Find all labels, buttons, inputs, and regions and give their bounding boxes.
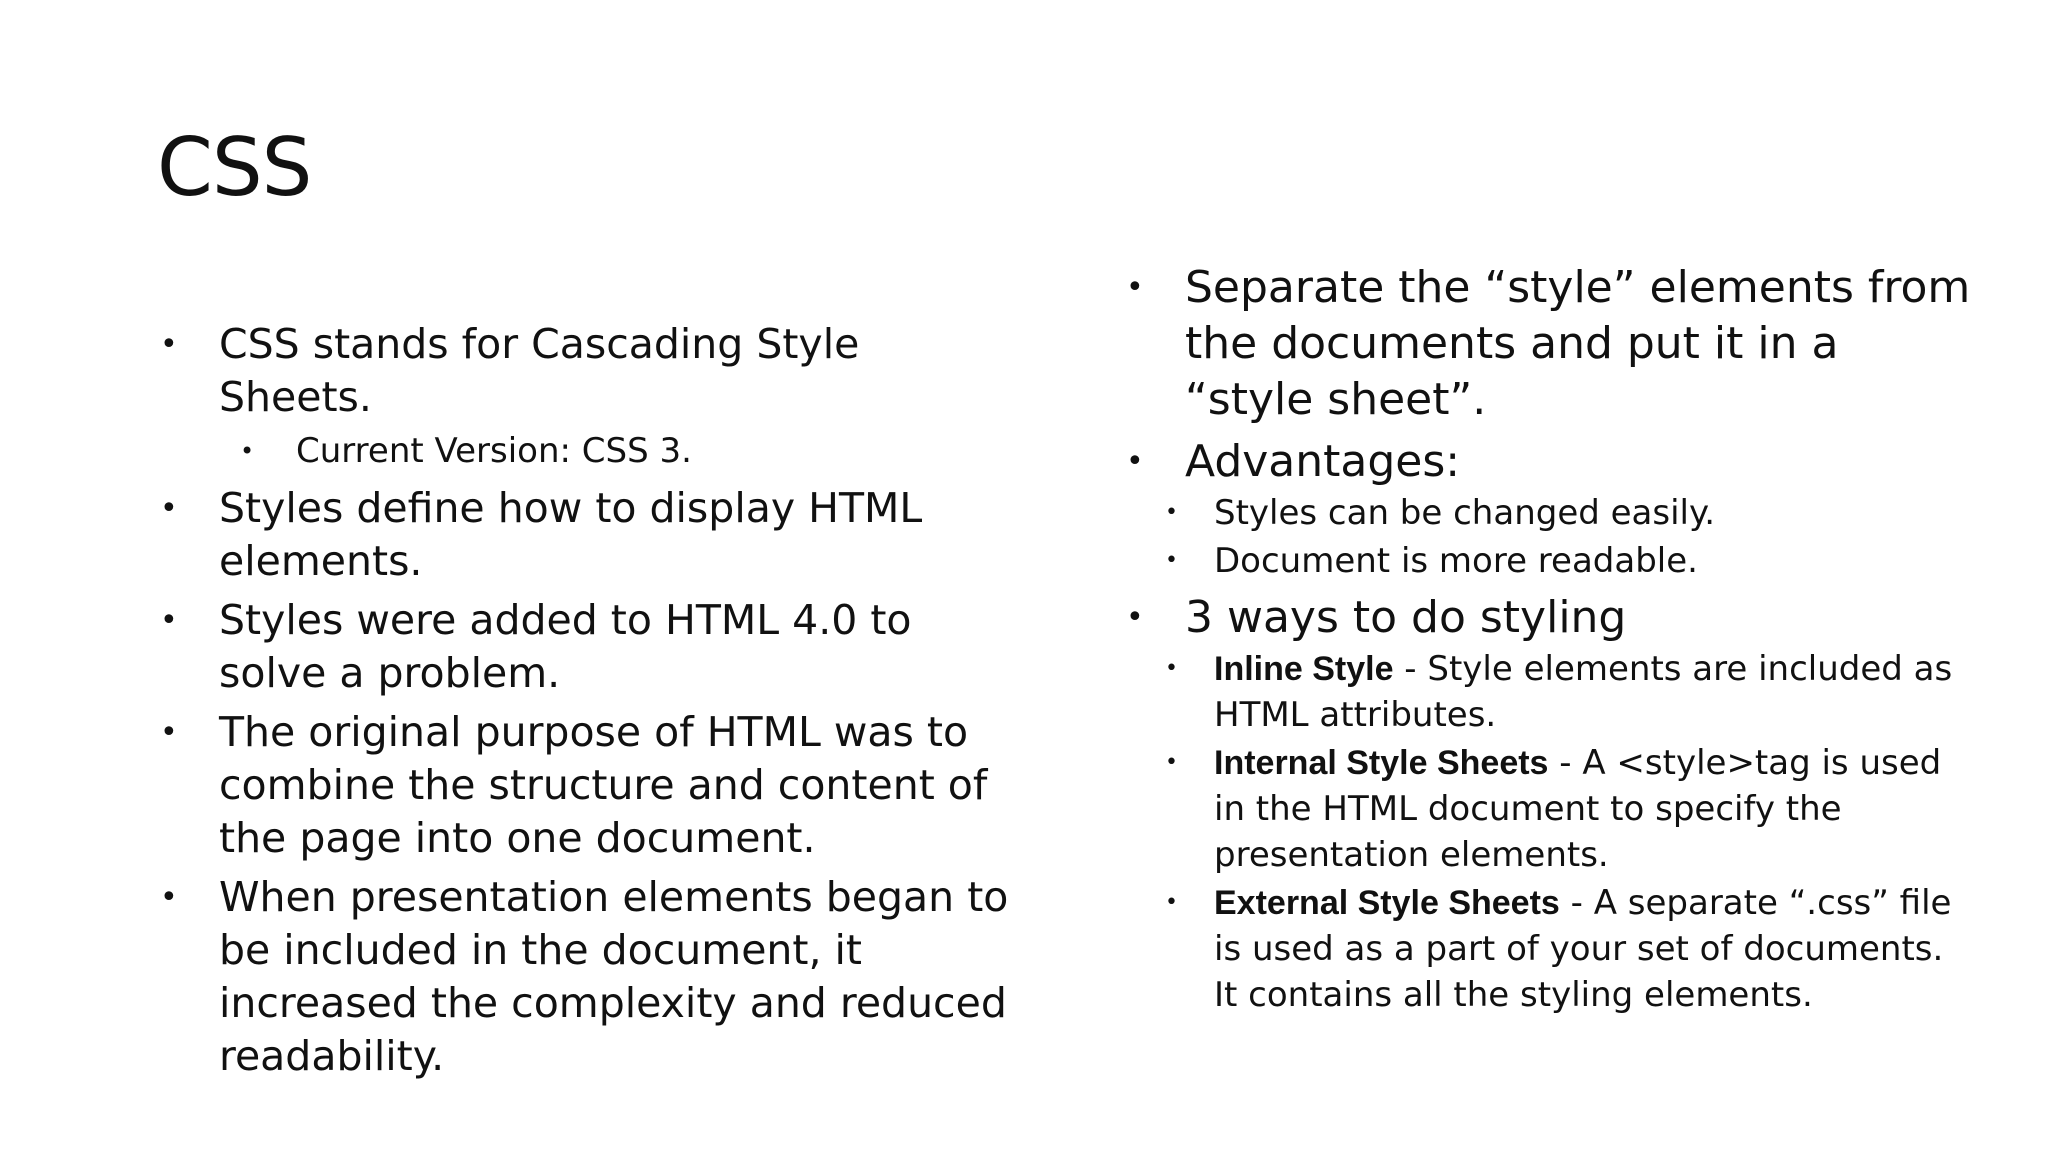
bullet-icon: •: [240, 437, 255, 465]
bullet-text: When presentation elements began to be included in the document, it increased the complexity and reduced readability.: [219, 873, 1009, 1080]
sub-bullet-text: Document is more readable.: [1214, 541, 1698, 581]
bullet-item: [160, 318, 1020, 476]
bullet-text: CSS stands for Cascading Style Sheets.: [219, 320, 860, 421]
bullet-text: Styles were added to HTML 4.0 to solve a problem.: [219, 596, 912, 697]
slide-title: CSS: [157, 121, 312, 214]
bullet-icon: •: [1165, 656, 1178, 681]
term-label: External Style Sheets: [1214, 884, 1560, 922]
bullet-text: 3 ways to do styling: [1185, 592, 1627, 643]
sub-bullet-item: [1165, 646, 1976, 738]
bullet-text: Styles define how to display HTML elements.: [219, 484, 923, 585]
bullet-icon: •: [1165, 548, 1178, 573]
bullet-item: [160, 871, 1020, 1083]
sub-bullet-item: [1165, 490, 1976, 536]
sub-bullet-item: [160, 426, 1020, 476]
sub-bullet-list: [1165, 646, 1976, 1018]
term-label: Internal Style Sheets: [1214, 744, 1549, 782]
bullet-icon: •: [1165, 500, 1178, 525]
sub-bullet-item: [1165, 538, 1976, 584]
right-column: [1126, 260, 1976, 1024]
bullet-icon: •: [1165, 890, 1178, 915]
bullet-item: [160, 706, 1020, 865]
sub-bullet-item: [1165, 880, 1976, 1018]
left-bullet-list: [160, 318, 1020, 1083]
bullet-item: [1126, 260, 1976, 428]
bullet-icon: •: [160, 715, 178, 750]
bullet-icon: •: [160, 603, 178, 638]
right-bullet-list: [1126, 260, 1976, 1018]
term-description: - Style elements are included as HTML attributes.: [1214, 649, 1953, 735]
sub-bullet-item: [1165, 740, 1976, 878]
bullet-text: Advantages:: [1185, 436, 1461, 487]
sub-bullet-text: Current Version: CSS 3.: [296, 431, 692, 471]
bullet-item: [1126, 590, 1976, 1018]
term-description: - A <style>tag is used in the HTML document to specify the presentation elements.: [1214, 743, 1942, 875]
left-column: [160, 318, 1020, 1089]
bullet-item: [160, 594, 1020, 700]
bullet-item: [160, 482, 1020, 588]
bullet-text: Separate the “style” elements from the documents and put it in a “style sheet”.: [1185, 262, 1971, 425]
bullet-icon: •: [1126, 270, 1144, 305]
sub-bullet-list: [1165, 490, 1976, 584]
bullet-icon: •: [160, 327, 178, 362]
sub-bullet-text: Styles can be changed easily.: [1214, 493, 1716, 533]
bullet-text: The original purpose of HTML was to combine the structure and content of the page into one document.: [219, 708, 988, 862]
term-description: - A separate “.css” file is used as a part of your set of documents. It contains all the styling elements.: [1214, 883, 1952, 1015]
bullet-icon: •: [1126, 600, 1144, 635]
sub-bullet-list: [219, 426, 1020, 476]
bullet-icon: •: [1126, 444, 1144, 479]
bullet-icon: •: [1165, 750, 1178, 775]
bullet-icon: •: [160, 880, 178, 915]
term-label: Inline Style: [1214, 650, 1394, 688]
bullet-item: [1126, 434, 1976, 584]
bullet-icon: •: [160, 491, 178, 526]
